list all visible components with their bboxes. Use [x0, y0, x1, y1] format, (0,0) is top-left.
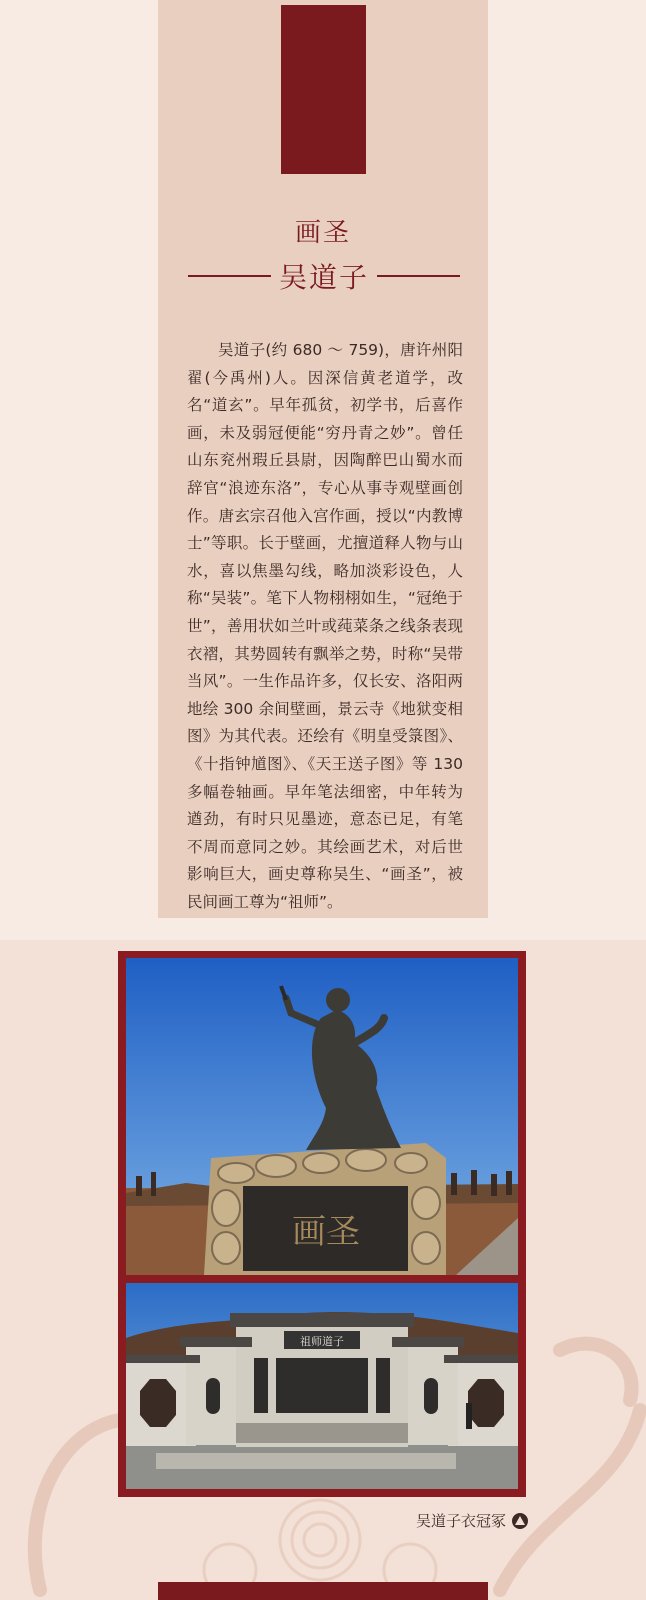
- gate-plaque-text: 祖师道子: [300, 1335, 344, 1348]
- statue-photo: [126, 958, 518, 1275]
- subtitle-row: [188, 256, 460, 296]
- triangle-marker-icon: [512, 1513, 528, 1529]
- divider-line-right: [377, 275, 460, 277]
- biography-text: 吴道子(约 680 ～ 759)，唐许州阳翟(今禹州)人。因深信黄老道学，改名“道玄”。早年孤贫，初学书，后喜作画，未及弱冠便能“穷丹青之妙”。曾任山东兖州瑕丘县尉，因陶醉巴山蜀水而辞官“浪迹东洛”，专心从事寺观壁画创作。唐玄宗召他入宫作画，授以“内教博士”等职。长于壁画，尤擅道释人物与山水，喜以焦墨勾线，略加淡彩设色，人称“吴装”。笔下人物栩栩如生，“冠绝于世”，善用状如兰叶或莼菜条之线条表现衣褶，其势圆转有飘举之势，时称“吴带当风”。一生作品许多，仅长安、洛阳两地绘 300 余间壁画，景云寺《地狱变相图》为其代表。还绘有《明皇受箓图》、《十指钟馗图》、《天王送子图》等 130 多幅卷轴画。早年笔法细密，中年转为遒劲，有时只见墨迹，意态已足，有笔不周而意同之妙。其绘画艺术，对后世影响巨大，画史尊称吴生、“画圣”，被民间画工尊为“祖师”。: [187, 341, 463, 911]
- caption-text: 吴道子衣冠冢: [415, 1512, 506, 1530]
- statue-plaque-text: 画圣: [292, 1212, 360, 1252]
- page-subtitle: 吴道子: [279, 261, 370, 294]
- photo-caption: [416, 1510, 528, 1531]
- decorative-red-bar: [281, 5, 366, 174]
- tomb-gate-photo: [126, 1283, 518, 1489]
- page-title: 画圣: [294, 218, 351, 248]
- divider-line-left: [188, 275, 271, 277]
- decorative-bottom-bar: [158, 1582, 488, 1600]
